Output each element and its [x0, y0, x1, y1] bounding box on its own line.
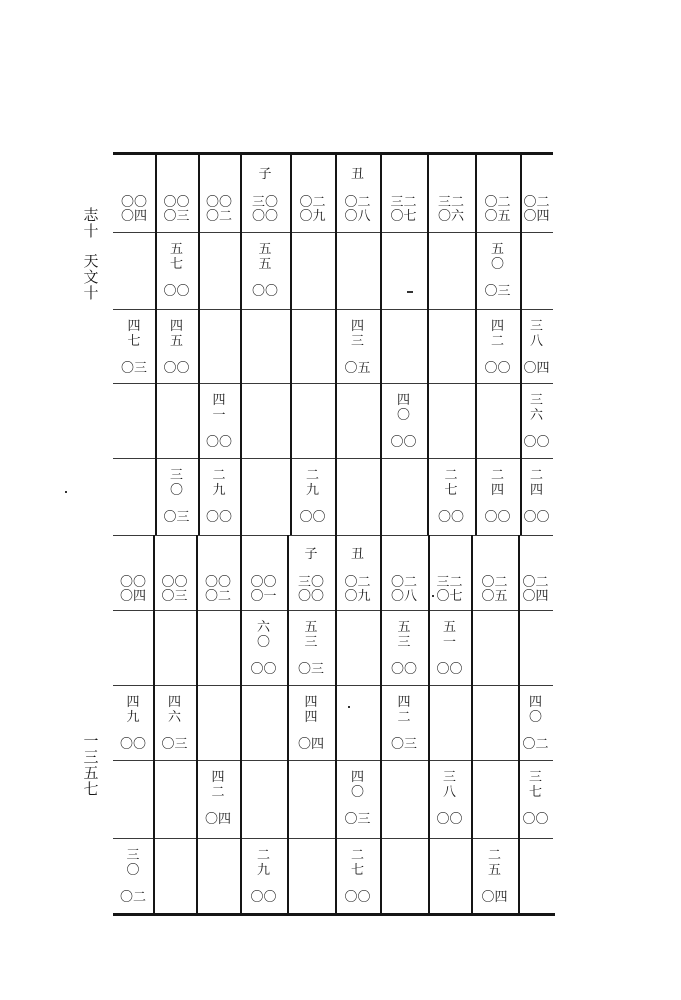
minute-value: 〇〇: [250, 662, 277, 677]
row-divider: [113, 535, 553, 536]
minute-value: 〇〇: [437, 510, 464, 525]
branch-label: 丑: [350, 167, 364, 182]
degree-value: 三 八: [529, 319, 543, 349]
minute-value: 〇〇: [344, 890, 371, 905]
minute-value: 〇〇: [205, 435, 232, 450]
row-divider: [113, 610, 553, 611]
degree-value: 四 二: [397, 695, 411, 725]
page-number-char: 三: [83, 748, 99, 766]
minute-value: 〇三: [344, 812, 371, 827]
degree-value: 二 四: [490, 468, 504, 498]
minute-value: 〇四: [481, 890, 508, 905]
degree-value: 三 〇: [126, 848, 140, 878]
degree-value: 二 七: [444, 468, 458, 498]
row-divider: [113, 232, 553, 233]
degree-value: 五 三: [304, 620, 318, 650]
degree-value: 四 〇: [396, 393, 410, 423]
header-value: 三〇 〇〇: [297, 575, 324, 604]
row-divider: [113, 760, 553, 761]
minute-value: 〇三: [120, 361, 147, 376]
row-divider: [113, 838, 553, 839]
header-value: 〇二 〇九: [299, 195, 326, 224]
minute-value: 〇〇: [205, 510, 232, 525]
degree-value: 二 四: [529, 468, 543, 498]
degree-value: 三 〇: [169, 468, 183, 498]
row-divider: [113, 458, 553, 459]
title-char: 志: [83, 206, 99, 224]
degree-value: 二 五: [487, 848, 501, 878]
header-value: 〇〇 〇四: [120, 195, 147, 224]
degree-value: 四 二: [490, 319, 504, 349]
degree-value: 五 三: [397, 620, 411, 650]
minute-value: 〇〇: [523, 510, 550, 525]
minute-value: 〇四: [297, 737, 324, 752]
header-value: 〇〇 〇一: [250, 575, 277, 604]
degree-value: 四 二: [211, 770, 225, 800]
minute-value: 〇〇: [163, 361, 190, 376]
header-value: 三二 〇六: [437, 195, 464, 224]
degree-value: 五 〇: [490, 242, 504, 272]
header-value: 〇二 〇八: [390, 575, 417, 604]
header-value: 〇〇 〇二: [205, 195, 232, 224]
degree-value: 四 七: [127, 319, 141, 349]
row-divider: [113, 685, 553, 686]
header-value: 〇二 〇八: [344, 195, 371, 224]
scan-speck: [348, 706, 350, 708]
title-char: 十: [83, 222, 99, 240]
minute-value: 〇〇: [119, 737, 146, 752]
minute-value: 〇〇: [436, 662, 463, 677]
minute-value: 〇〇: [250, 890, 277, 905]
minute-value: 〇四: [523, 361, 550, 376]
header-value: 〇二 〇五: [484, 195, 511, 224]
minute-value: 〇〇: [522, 812, 549, 827]
minute-value: 〇〇: [436, 812, 463, 827]
header-value: 〇二 〇四: [523, 195, 550, 224]
minute-value: 〇〇: [251, 284, 278, 299]
degree-value: 五 五: [258, 242, 272, 272]
header-value: 三〇 〇〇: [251, 195, 278, 224]
minute-value: 〇四: [204, 812, 231, 827]
branch-label: 子: [304, 547, 318, 562]
minute-value: 〇〇: [163, 284, 190, 299]
scan-speck: [65, 491, 67, 493]
title-char: 十: [83, 284, 99, 302]
title-gap: [80, 239, 102, 253]
minute-value: 〇五: [344, 361, 371, 376]
degree-value: 四 三: [350, 319, 364, 349]
row-divider: [113, 309, 553, 310]
minute-value: 〇〇: [299, 510, 326, 525]
minute-value: 〇二: [119, 890, 146, 905]
degree-value: 三 六: [529, 393, 543, 423]
minute-value: 〇三: [297, 662, 324, 677]
title-char: 天: [83, 252, 99, 270]
top-rule: [113, 152, 553, 155]
degree-value: 四 九: [126, 695, 140, 725]
header-value: 三二 〇七: [436, 575, 463, 604]
row-divider: [113, 383, 553, 384]
degree-value: 二 九: [212, 468, 226, 498]
page-number-char: 一: [83, 732, 99, 750]
degree-value: 二 九: [256, 848, 270, 878]
header-value: 〇二 〇四: [522, 575, 549, 604]
bottom-rule: [113, 913, 555, 916]
degree-value: 六 〇: [256, 620, 270, 650]
header-value: 〇二 〇九: [344, 575, 371, 604]
minute-value: 〇〇: [390, 662, 417, 677]
header-value: 〇〇 〇二: [204, 575, 231, 604]
branch-label: 子: [258, 167, 272, 182]
degree-value: 四 四: [304, 695, 318, 725]
page-number-char: 五: [83, 764, 99, 782]
minute-value: 〇二: [522, 737, 549, 752]
minute-value: 〇〇: [523, 435, 550, 450]
title-char: 文: [83, 268, 99, 286]
degree-value: 三 八: [442, 770, 456, 800]
degree-value: 二 七: [350, 848, 364, 878]
degree-value: 四 五: [169, 319, 183, 349]
side-title: [80, 207, 102, 301]
degree-value: 三 七: [528, 770, 542, 800]
minute-value: 〇三: [161, 737, 188, 752]
page-number: [80, 733, 102, 797]
header-value: 三二 〇七: [390, 195, 417, 224]
degree-value: 四 六: [167, 695, 181, 725]
degree-value: 四 〇: [350, 770, 364, 800]
scan-speck: [432, 595, 434, 597]
degree-value: 五 一: [442, 620, 456, 650]
minute-value: 〇三: [163, 510, 190, 525]
header-value: 〇〇 〇四: [119, 575, 146, 604]
minute-value: 〇〇: [484, 361, 511, 376]
minute-value: 〇〇: [390, 435, 417, 450]
scan-speck: [407, 291, 413, 293]
degree-value: 四 〇: [528, 695, 542, 725]
degree-value: 二 九: [305, 468, 319, 498]
degree-value: 五 七: [169, 242, 183, 272]
page-number-char: 七: [83, 780, 99, 798]
minute-value: 〇三: [390, 737, 417, 752]
minute-value: 〇〇: [484, 510, 511, 525]
header-value: 〇〇 〇三: [163, 195, 190, 224]
degree-value: 四 一: [212, 393, 226, 423]
branch-label: 丑: [350, 547, 364, 562]
header-value: 〇二 〇五: [481, 575, 508, 604]
header-value: 〇〇 〇三: [161, 575, 188, 604]
minute-value: 〇三: [484, 284, 511, 299]
